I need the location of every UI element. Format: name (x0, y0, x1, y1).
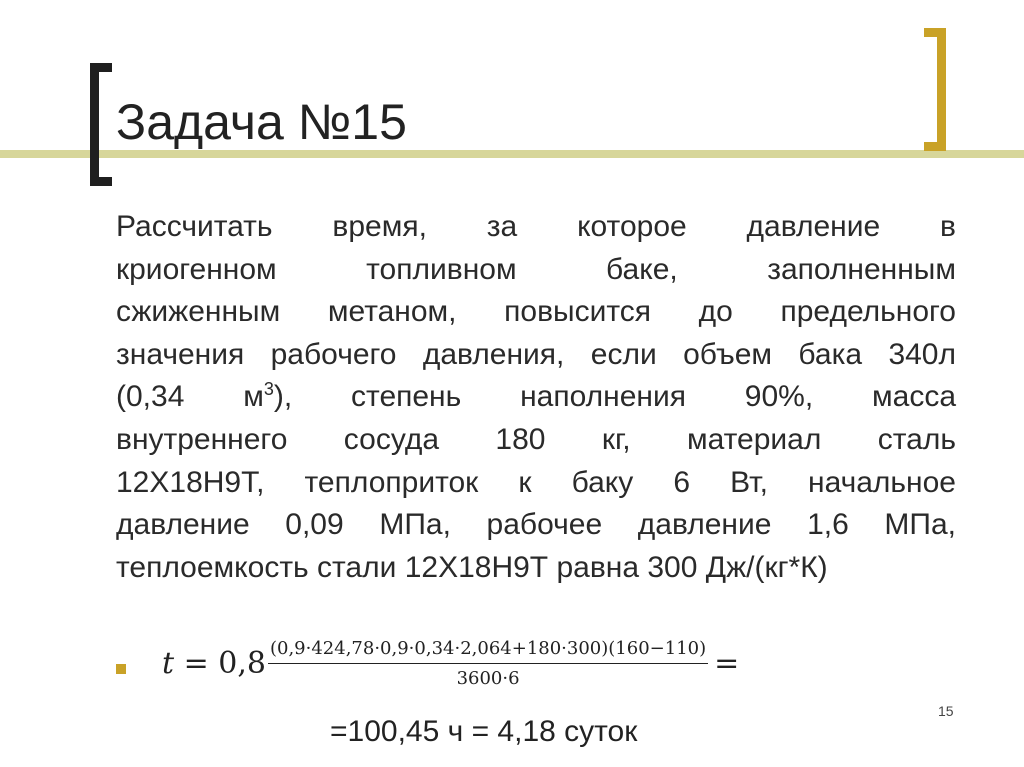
formula (162, 638, 739, 689)
body-line: значения рабочего давления, если объем бака 340л (116, 337, 956, 371)
body-line-with-superscript (116, 376, 956, 419)
formula-coefficient: = 0,8 (174, 646, 266, 681)
body-line: криогенном топливном баке, заполненным (116, 252, 956, 286)
body-line: давление 0,09 МПа, рабочее давление 1,6 МПа, (116, 508, 956, 542)
body-line: внутреннего сосуда 180 кг, материал сталь (116, 422, 956, 456)
right-bracket-bottom (924, 142, 946, 151)
slide-title: Задача №15 (116, 94, 407, 150)
body-line: сжиженным метаном, повысится до предельного (116, 295, 956, 329)
superscript-three: 3 (263, 379, 274, 400)
formula-fraction (268, 638, 708, 689)
formula-result: =100,45 ч = 4,18 суток (330, 715, 638, 748)
left-bracket-stem (90, 63, 99, 186)
problem-statement (116, 206, 956, 589)
formula-lhs (162, 646, 266, 681)
body-line-part: (0,34 м (116, 380, 264, 414)
bullet-square-icon (116, 664, 126, 674)
body-line-part: ), степень наполнения 90%, масса (273, 380, 957, 414)
body-line: Рассчитать время, за которое давление в (116, 210, 956, 243)
body-line: 12Х18Н9Т, теплоприток к баку 6 Вт, начальное (116, 465, 956, 499)
left-bracket-bottom (90, 177, 112, 186)
page-number: 15 (938, 703, 954, 719)
formula-equals: = (714, 646, 740, 681)
left-bracket-top (90, 63, 112, 72)
formula-variable: t (162, 646, 175, 681)
formula-denominator: 3600·6 (456, 668, 520, 689)
right-bracket-top (924, 28, 946, 37)
body-line: теплоемкость стали 12Х18Н9Т равна 300 Дж/(кг*К) (116, 550, 828, 584)
right-bracket-stem (937, 28, 946, 151)
formula-numerator: (0,9·424,78·0,9·0,34·2,064+180·300)(160−110) (268, 638, 708, 664)
